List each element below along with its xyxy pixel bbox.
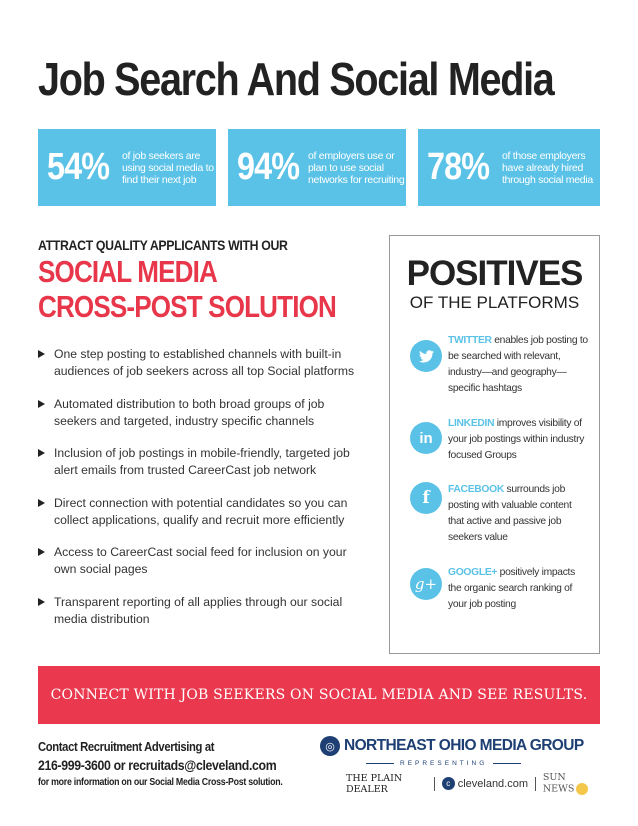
sun-news-logo: SUN NEWS bbox=[542, 772, 575, 795]
linkedin-icon: in bbox=[410, 422, 442, 454]
brand-name: NORTHEAST OHIO MEDIA GROUP bbox=[344, 737, 584, 754]
facebook-icon: f bbox=[410, 482, 442, 514]
twitter-icon bbox=[410, 340, 442, 372]
bullet-arrow-icon bbox=[38, 350, 45, 358]
stat-value: 94% bbox=[237, 146, 300, 188]
page-title: Job Search And Social Media bbox=[38, 53, 554, 105]
platform-description: FACEBOOK surrounds job posting with valuable content that active and passive job seekers value bbox=[448, 484, 572, 543]
sun-icon bbox=[576, 783, 588, 795]
bullet-arrow-icon bbox=[38, 449, 45, 457]
brand-block bbox=[320, 736, 600, 795]
list-item: Automated distribution to both broad groups of job seekers and targeted, industry specific channels bbox=[38, 396, 368, 430]
contact-line-1: Contact Recruitment Advertising at bbox=[38, 740, 215, 754]
bullet-arrow-icon bbox=[38, 598, 45, 606]
list-item: Access to CareerCast social feed for inclusion on your own social pages bbox=[38, 544, 368, 578]
contact-line-2: 216-999-3600 or recruitads@cleveland.com bbox=[38, 757, 277, 773]
stat-description: of job seekers are using social media to find their next job bbox=[122, 150, 214, 186]
cta-banner: CONNECT WITH JOB SEEKERS ON SOCIAL MEDIA AND SEE RESULTS. bbox=[38, 666, 600, 724]
bullet-arrow-icon bbox=[38, 548, 45, 556]
representing-label: REPRESENTING bbox=[400, 760, 488, 767]
googleplus-icon: g+ bbox=[410, 568, 442, 600]
divider bbox=[366, 763, 394, 764]
cleveland-logo-text: cleveland.com bbox=[457, 777, 529, 790]
plain-dealer-logo: THE PLAIN DEALER bbox=[346, 772, 403, 795]
bullet-arrow-icon bbox=[38, 400, 45, 408]
stat-card-employers bbox=[228, 129, 406, 206]
headline-line-1: SOCIAL MEDIA bbox=[38, 254, 217, 289]
stat-value: 54% bbox=[47, 146, 110, 188]
contact-block bbox=[38, 740, 316, 788]
list-item: One step posting to established channels with built-in audiences of job seekers across all top Social platforms bbox=[38, 346, 368, 380]
platform-description: GOOGLE+ positively impacts the organic search ranking of your job posting bbox=[448, 567, 575, 610]
positives-panel bbox=[389, 235, 600, 654]
platform-description: LINKEDIN improves visibility of your job postings within industry focused Groups bbox=[448, 418, 585, 461]
list-item: Transparent reporting of all applies through our social media distribution bbox=[38, 594, 368, 628]
positives-title: POSITIVES bbox=[406, 254, 583, 293]
headline-line-2: CROSS-POST SOLUTION bbox=[38, 289, 336, 324]
section-eyebrow: ATTRACT QUALITY APPLICANTS WITH OUR bbox=[38, 237, 288, 253]
bullet-arrow-icon bbox=[38, 499, 45, 507]
list-item: Inclusion of job postings in mobile-friendly, targeted job alert emails from trusted CareerCast job network bbox=[38, 445, 368, 479]
stat-description: of those employers have already hired through social media bbox=[502, 150, 593, 186]
list-item: Direct connection with potential candidates so you can collect applications, qualify and recruit more efficiently bbox=[38, 495, 368, 529]
feature-list bbox=[38, 346, 368, 643]
stat-card-hired bbox=[418, 129, 600, 206]
cleveland-logo-icon: c bbox=[442, 777, 455, 790]
platform-description: TWITTER enables job posting to be searched with relevant, industry—and geography—specific hashtags bbox=[448, 335, 588, 394]
nomg-logo-icon: ◎ bbox=[320, 736, 340, 756]
divider bbox=[434, 777, 435, 791]
divider bbox=[493, 763, 521, 764]
positives-subtitle: OF THE PLATFORMS bbox=[409, 293, 580, 312]
stat-value: 78% bbox=[427, 146, 490, 188]
stat-description: of employers use or plan to use social networks for recruiting bbox=[308, 150, 405, 186]
divider bbox=[535, 777, 536, 791]
contact-line-3: for more information on our Social Media Cross-Post solution. bbox=[38, 777, 283, 788]
stat-card-job-seekers bbox=[38, 129, 216, 206]
